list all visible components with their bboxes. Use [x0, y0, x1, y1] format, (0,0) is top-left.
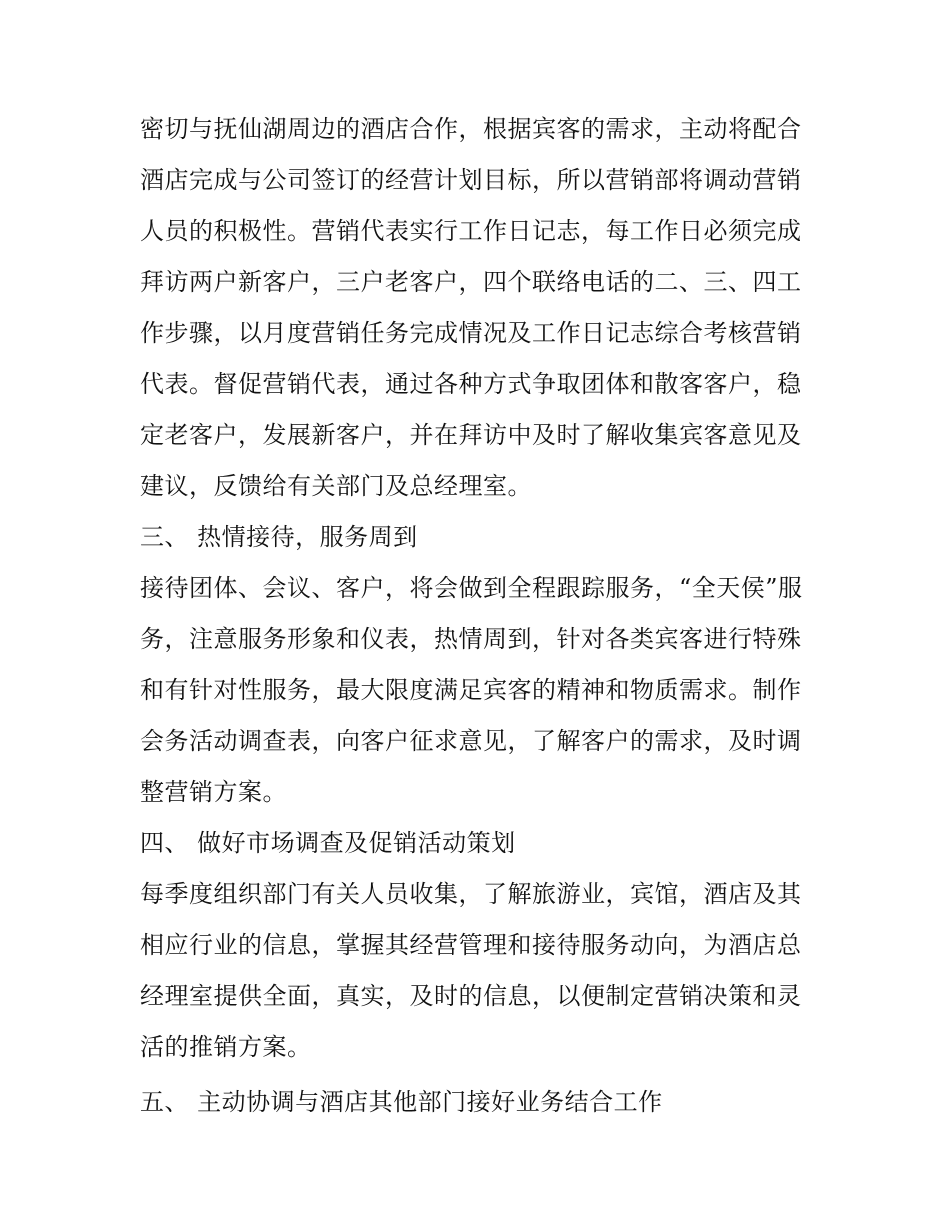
- heading-section-3: 三、 热情接待，服务周到: [140, 523, 418, 551]
- paragraph-partner-hotels: 密切与抚仙湖周边的酒店合作，根据宾客的需求，主动将配合酒店完成与公司签订的经营计划目标，所以营销部将调动营销人员的积极性。营销代表实行工作日记志，每工作日必须完成拜访两户新客户，三户老客户，四个联络电话的二、三、四工作步骤，以月度营销任务完成情况及工作日记志综合考核营销代表。督促营销代表，通过各种方式争取团体和散客客户，稳定老客户，发展新客户，并在拜访中及时了解收集宾客意见及建议，反馈给有关部门及总经理室。: [140, 115, 802, 500]
- paragraph-reception-service: 接待团体、会议、客户，将会做到全程跟踪服务，“全天侯”服务，注意服务形象和仪表，热情周到，针对各类宾客进行特殊和有针对性服务，最大限度满足宾客的精神和物质需求。制作会务活动调查表，向客户征求意见，了解客户的需求，及时调整营销方案。: [140, 574, 803, 806]
- heading-section-5: 五、 主动协调与酒店其他部门接好业务结合工作: [140, 1088, 663, 1116]
- paragraph-market-research: 每季度组织部门有关人员收集，了解旅游业，宾馆，酒店及其相应行业的信息，掌握其经营管理和接待服务动向，为酒店总经理室提供全面，真实，及时的信息，以便制定营销决策和灵活的推销方案。: [140, 880, 802, 1061]
- heading-section-4: 四、 做好市场调查及促销活动策划: [140, 829, 516, 857]
- document-body: [140, 104, 820, 1128]
